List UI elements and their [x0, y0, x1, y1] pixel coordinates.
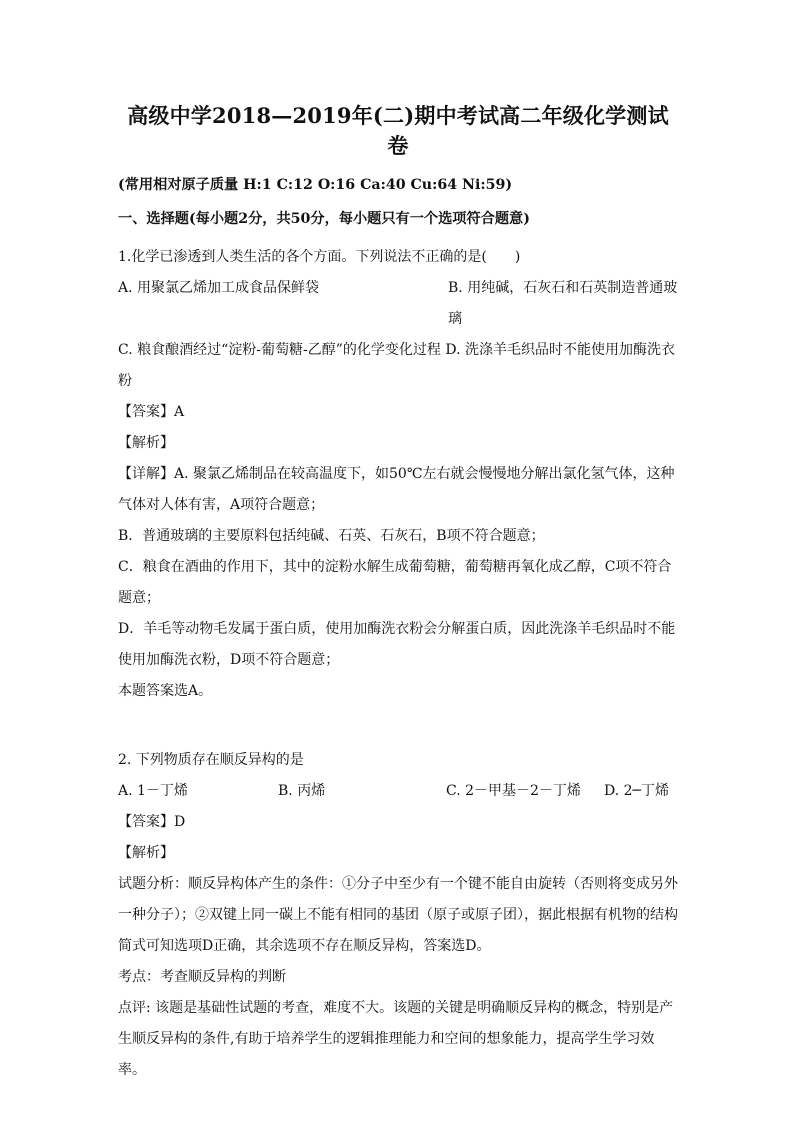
q1-option-c: C. 粮食酿酒经过“淀粉-葡萄糖-乙醇”的化学变化过程	[118, 342, 441, 358]
q1-analysis-label: 【解析】	[118, 435, 174, 451]
question-2	[118, 745, 678, 1086]
page-title: 高级中学2018—2019年(二)期中考试高二年级化学测试卷	[127, 103, 669, 158]
question-gap	[118, 707, 678, 745]
q1-detail-a: 【详解】A. 聚氯乙烯制品在较高温度下，如50℃左右就会慢慢地分解出氯化氢气体，这种气体对人体有害，A项符合题意；	[118, 466, 675, 513]
q2-stem: 2. 下列物质存在顺反异构的是	[118, 752, 304, 768]
q2-analysis-label: 【解析】	[118, 845, 174, 861]
q2-option-b: B. 丙烯	[278, 783, 326, 799]
q1-option-d: D. 洗涤羊毛织品时不能使用加酶洗衣粉	[118, 342, 675, 389]
q1-detail-c: C．粮食在酒曲的作用下，其中的淀粉水解生成葡萄糖，葡萄糖再氧化成乙醇，C项不符合题意；	[118, 559, 672, 606]
q1-answer: 【答案】A	[118, 404, 185, 420]
q1-detail-b: B．普通玻璃的主要原料包括纯碱、石英、石灰石，B项不符合题意；	[118, 528, 545, 544]
q2-comment: 点评: 该题是基础性试题的考查，难度不大。该题的关键是明确顺反异构的概念，特别是产生顺反异构的条件,有助于培养学生的逻辑推理能力和空间的想象能力，提高学生学习效率。	[118, 1000, 674, 1078]
section-title: 一、选择题(每小题2分，共50分，每小题只有一个选项符合题意)	[118, 211, 530, 227]
exam-page	[118, 100, 678, 1086]
q1-options-row-2	[118, 335, 678, 397]
question-1	[118, 242, 678, 707]
q1-stem: 1.化学已渗透到人类生活的各个方面。下列说法不正确的是( )	[118, 249, 521, 265]
q1-option-a: A. 用聚氯乙烯加工成食品保鲜袋	[118, 280, 320, 296]
q2-option-a: A. 1－丁烯	[118, 783, 188, 799]
q1-option-b: B. 用纯碱，石灰石和石英制造普通玻璃	[448, 280, 678, 327]
atomic-masses: (常用相对原子质量 H:1 C:12 O:16 Ca:40 Cu:64 Ni:59)	[118, 177, 513, 193]
q2-answer: 【答案】D	[118, 814, 186, 830]
q2-options	[118, 776, 678, 807]
q2-analysis: 试题分析：顺反异构体产生的条件：①分子中至少有一个键不能自由旋转（否则将变成另外一种分子）；②双键上同一碳上不能有相同的基团（原子或原子团），据此根据有机物的结构简式可知选项D正确，其余选项不存在顺反异构，答案选D。	[118, 876, 678, 954]
q2-option-c: C. 2－甲基－2－丁烯	[446, 783, 581, 799]
q1-options-row-1	[118, 273, 678, 335]
q2-kaodian: 考点：考查顺反异构的判断	[118, 969, 286, 985]
q1-detail-d: D．羊毛等动物毛发属于蛋白质，使用加酶洗衣粉会分解蛋白质，因此洗涤羊毛织品时不能使用加酶洗衣粉，D项不符合题意；	[118, 621, 676, 668]
q2-option-d: D. 2─丁烯	[604, 783, 669, 799]
q1-conclusion: 本题答案选A。	[118, 683, 213, 699]
